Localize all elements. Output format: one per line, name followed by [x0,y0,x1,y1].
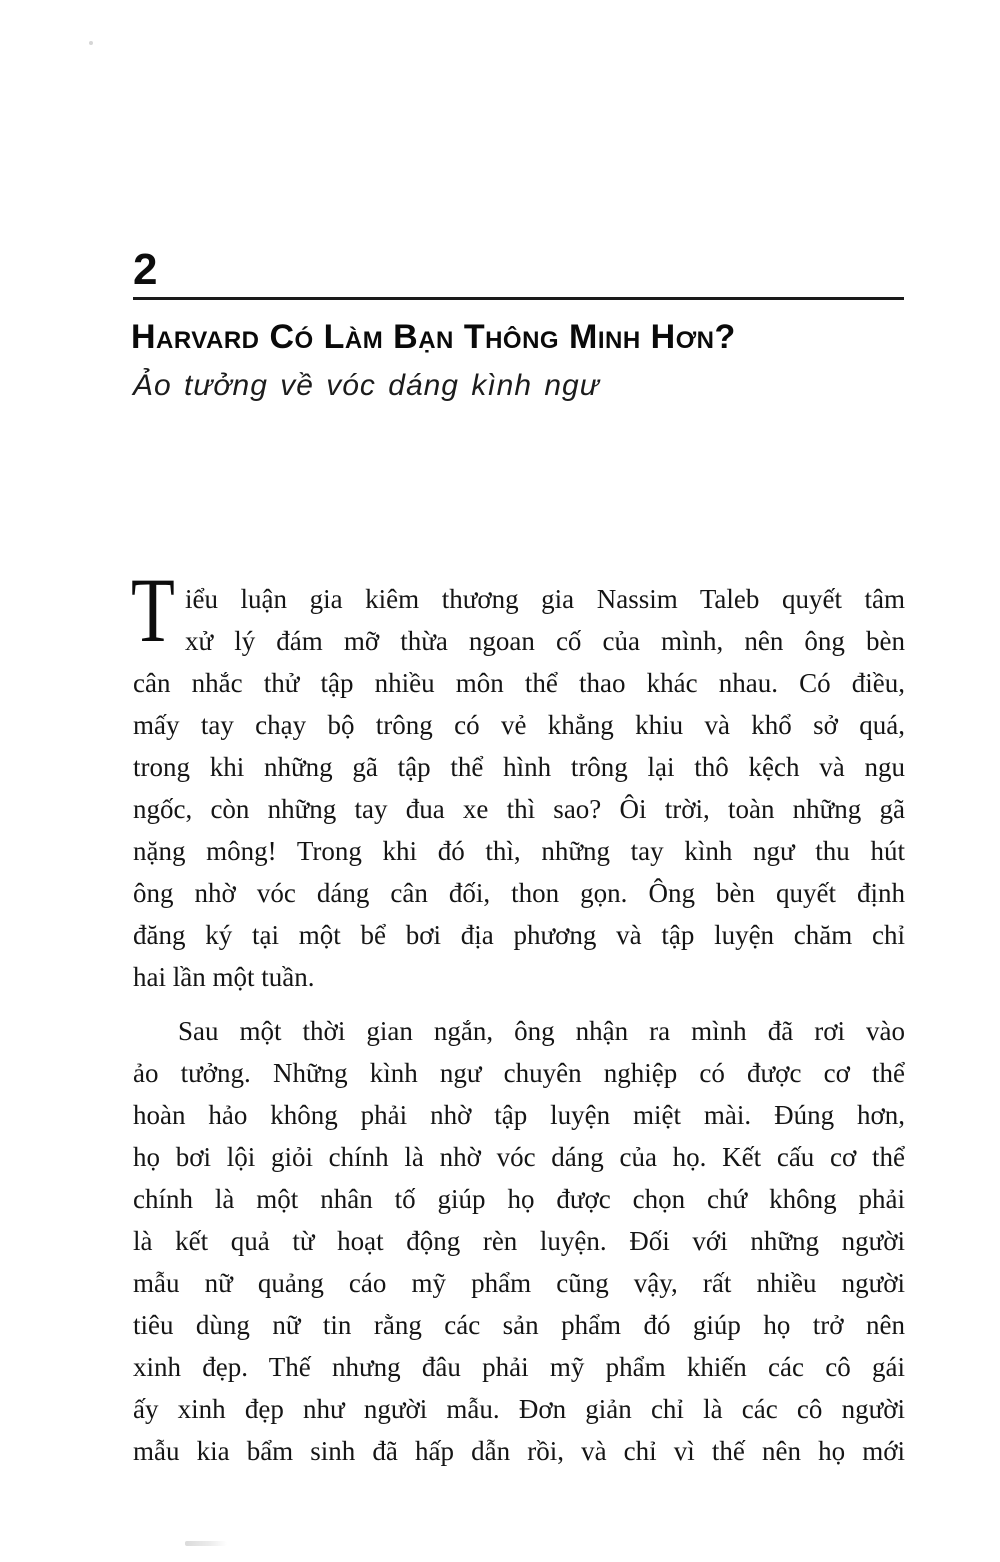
body-line: xinh đẹp. Thế nhưng đâu phải mỹ phẩm khiến các cô gái [133,1352,905,1382]
chapter-number: 2 [133,245,158,294]
scan-artifact-smudge [185,1541,227,1546]
body-line: hoàn hảo không phải nhờ tập luyện miệt mài. Đúng hơn, [133,1100,905,1130]
body-line: họ bơi lội giỏi chính là nhờ vóc dáng của họ. Kết cấu cơ thể [133,1142,905,1172]
body-line: cân nhắc thử tập nhiều môn thể thao khác nhau. Có điều, [133,668,905,698]
body-line: ngốc, còn những tay đua xe thì sao? Ôi trời, toàn những gã [133,794,905,824]
chapter-subtitle: Ảo tưởng về vóc dáng kình ngư [133,369,600,402]
body-text [131,559,905,1472]
drop-cap: T [131,559,175,661]
body-line: là kết quả từ hoạt động rèn luyện. Đối với những người [133,1226,905,1256]
body-line: đăng ký tại một bể bơi địa phương và tập luyện chăm chỉ [133,920,905,950]
chapter-title: Harvard Có Làm Bạn Thông Minh Hơn? [131,318,736,356]
body-line: Sau một thời gian ngắn, ông nhận ra mình đã rơi vào [178,1016,905,1046]
body-line: ông nhờ vóc dáng cân đối, thon gọn. Ông bèn quyết định [133,878,905,908]
chapter-rule [133,297,904,300]
scan-artifact-dot [89,41,93,45]
body-line: ấy xinh đẹp như người mẫu. Đơn giản chỉ là các cô người [133,1394,905,1424]
body-line: hai lần một tuần. [133,962,315,992]
paragraph-2 [133,1010,905,1472]
body-line: chính là một nhân tố giúp họ được chọn chứ không phải [133,1184,905,1214]
body-line: xử lý đám mỡ thừa ngoan cố của mình, nên ông bèn [185,626,905,656]
body-line: tiêu dùng nữ tin rằng các sản phẩm đó giúp họ trở nên [133,1310,905,1340]
paragraph-1 [131,559,905,998]
body-line: iểu luận gia kiêm thương gia Nassim Taleb quyết tâm [185,584,905,614]
body-line: mẫu nữ quảng cáo mỹ phẩm cũng vậy, rất nhiều người [133,1268,905,1298]
body-line: mấy tay chạy bộ trông có vẻ khẳng khiu và khổ sở quá, [133,710,905,740]
body-line: trong khi những gã tập thể hình trông lại thô kệch và ngu [133,752,905,782]
body-line: ảo tưởng. Những kình ngư chuyên nghiệp có được cơ thể [133,1058,905,1088]
body-line: mẫu kia bẩm sinh đã hấp dẫn rồi, và chỉ vì thế nên họ mới [133,1436,905,1466]
body-line: nặng mông! Trong khi đó thì, những tay kình ngư thu hút [133,836,905,866]
